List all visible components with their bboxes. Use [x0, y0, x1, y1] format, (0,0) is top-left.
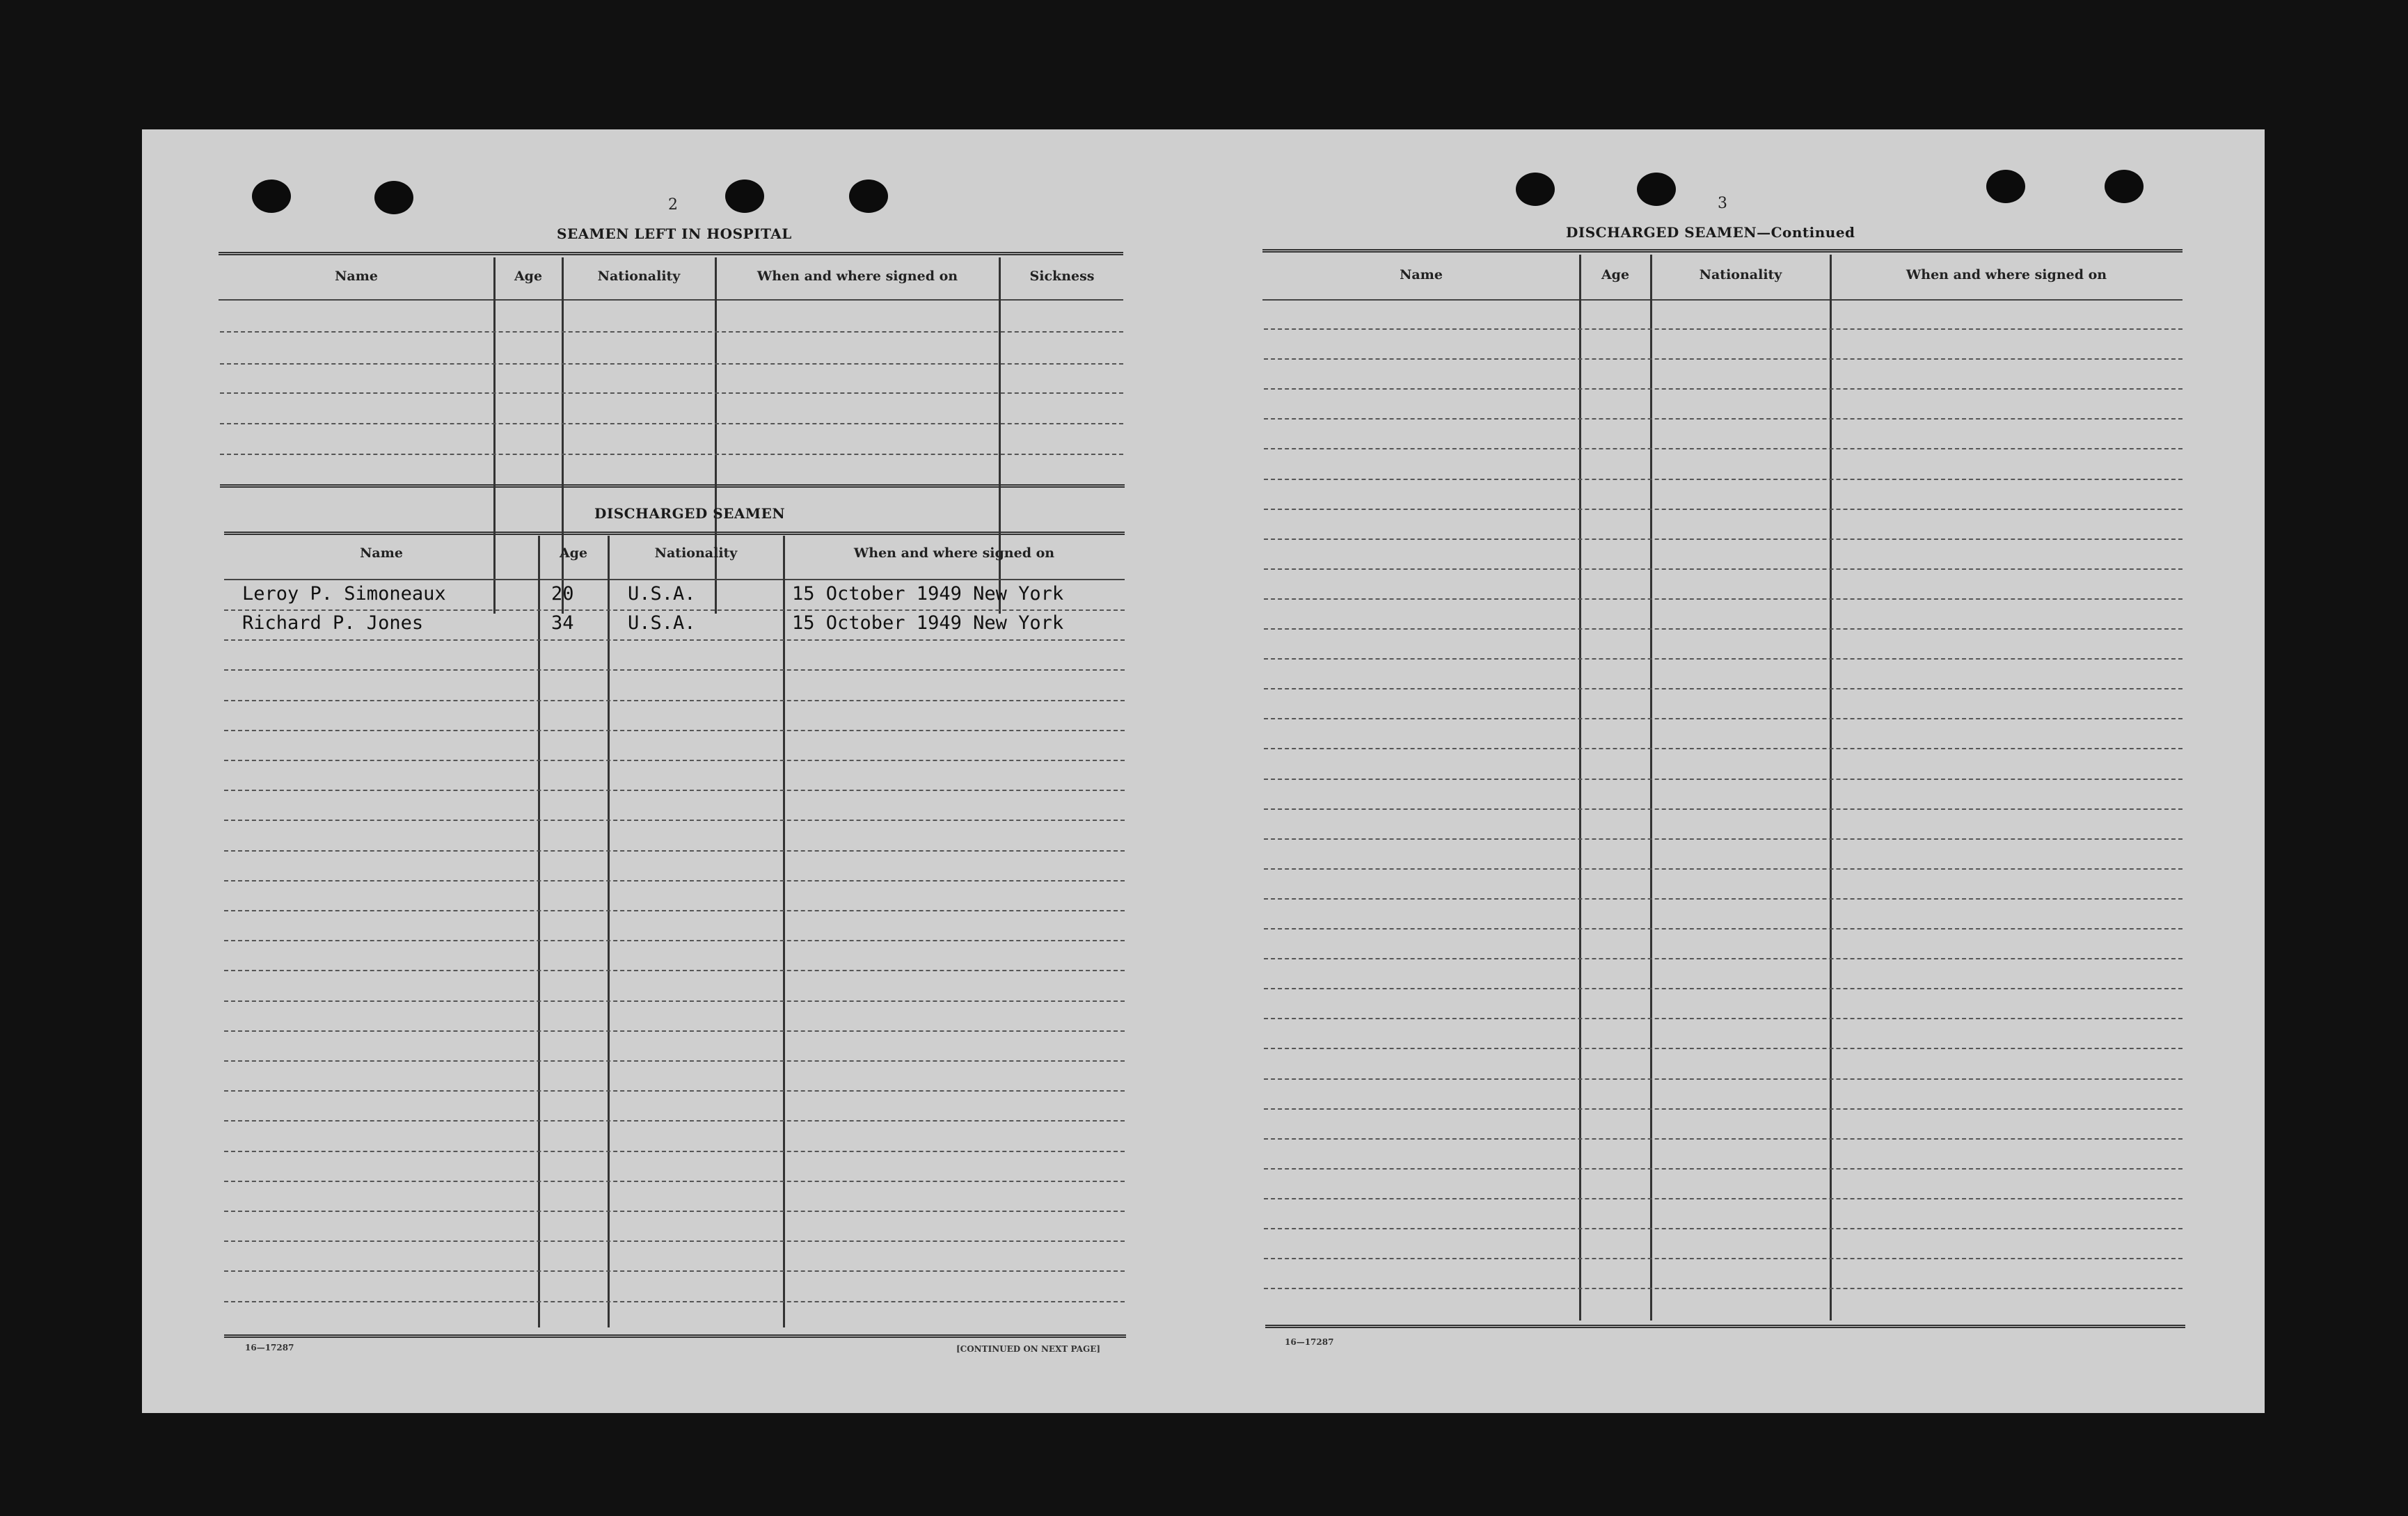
ruled-line: [1264, 1168, 2183, 1170]
ruled-line: [224, 609, 1125, 611]
discharged-row-1-name: Leroy P. Simoneaux: [242, 583, 446, 605]
hospital-header-name: Name: [335, 269, 378, 284]
ruled-line: [224, 1301, 1125, 1302]
discharged-row-2-age: 34: [551, 612, 574, 634]
ruled-line: [224, 1211, 1125, 1212]
ruled-line: [1264, 418, 2183, 420]
ruled-line: [224, 1060, 1125, 1062]
right-form-number: 16—17287: [1285, 1337, 1334, 1347]
discharged-header-nationality: Nationality: [654, 545, 738, 561]
ruled-line: [1264, 779, 2183, 780]
ruled-line: [224, 790, 1125, 791]
hospital-header-sickness: Sickness: [1029, 269, 1095, 284]
discharged-table-bottom-rule: [224, 1334, 1126, 1338]
punch-hole-icon: [1637, 173, 1676, 206]
discharged-col-divider: [608, 536, 610, 1327]
ruled-line: [1264, 509, 2183, 510]
discharged-header-name: Name: [360, 545, 403, 561]
right-header-rule: [1262, 299, 2183, 301]
punch-hole-icon: [374, 181, 413, 214]
hospital-table-bottom-rule: [220, 484, 1125, 488]
discharged-header-signed-on: When and where signed on: [853, 545, 1055, 561]
discharged-row-2-signed-on: 15 October 1949 New York: [792, 612, 1064, 634]
ruled-line: [1264, 1288, 2183, 1289]
ruled-line: [1264, 658, 2183, 660]
ruled-line: [224, 820, 1125, 821]
discharged-col-divider: [538, 536, 540, 1327]
right-header-nationality: Nationality: [1699, 267, 1782, 282]
ruled-line: [1264, 718, 2183, 719]
ruled-line: [1264, 1078, 2183, 1080]
ruled-line: [224, 1120, 1125, 1122]
ruled-line: [224, 639, 1125, 641]
ruled-line: [1264, 1018, 2183, 1019]
ruled-line: [224, 700, 1125, 701]
ruled-line: [1264, 388, 2183, 390]
discharged-table-top-rule: [224, 532, 1125, 535]
ruled-line: [1264, 748, 2183, 749]
ruled-line: [224, 1240, 1125, 1242]
left-page-number: 2: [668, 196, 678, 214]
ruled-line: [1264, 328, 2183, 330]
punch-hole-icon: [725, 179, 764, 213]
ruled-line: [1264, 958, 2183, 959]
ruled-line: [1264, 538, 2183, 540]
ruled-line: [224, 940, 1125, 941]
ruled-line: [1264, 1048, 2183, 1049]
hospital-header-signed-on: When and where signed on: [757, 269, 958, 284]
hospital-row-line: [220, 392, 1123, 394]
ruled-line: [1264, 988, 2183, 989]
ruled-line: [224, 1270, 1125, 1272]
ruled-line: [1264, 898, 2183, 900]
discharged-header-rule: [224, 579, 1125, 580]
document-sheet: [142, 129, 2265, 1413]
right-col-divider: [1830, 255, 1832, 1320]
ruled-line: [1264, 598, 2183, 600]
ruled-line: [224, 1090, 1125, 1092]
ruled-line: [224, 730, 1125, 731]
ruled-line: [1264, 628, 2183, 630]
discharged-row-1-age: 20: [551, 583, 574, 605]
ruled-line: [224, 669, 1125, 671]
hospital-header-rule: [219, 299, 1123, 301]
ruled-line: [1264, 808, 2183, 810]
hospital-row-line: [220, 423, 1123, 424]
discharged-col-divider: [783, 536, 785, 1327]
hospital-row-line: [220, 363, 1123, 365]
ruled-line: [224, 1151, 1125, 1152]
ruled-line: [224, 910, 1125, 911]
right-header-age: Age: [1601, 267, 1630, 282]
right-col-divider: [1650, 255, 1652, 1320]
right-header-name: Name: [1400, 267, 1443, 282]
ruled-line: [224, 880, 1125, 881]
ruled-line: [224, 1181, 1125, 1182]
continued-note: [CONTINUED ON NEXT PAGE]: [956, 1344, 1101, 1354]
ruled-line: [1264, 479, 2183, 480]
ruled-line: [224, 760, 1125, 761]
ruled-line: [1264, 1228, 2183, 1229]
ruled-line: [1264, 1258, 2183, 1259]
right-table-top-rule: [1262, 249, 2183, 253]
ruled-line: [1264, 928, 2183, 929]
left-form-number: 16—17287: [245, 1343, 294, 1353]
punch-hole-icon: [252, 179, 291, 213]
hospital-row-line: [220, 454, 1123, 455]
ruled-line: [1264, 358, 2183, 360]
ruled-line: [1264, 1108, 2183, 1110]
right-table-bottom-rule: [1265, 1325, 2185, 1328]
hospital-section-title: SEAMEN LEFT IN HOSPITAL: [557, 225, 792, 242]
hospital-header-age: Age: [514, 269, 543, 284]
ruled-line: [224, 850, 1125, 852]
discharged-section-title: DISCHARGED SEAMEN: [594, 505, 786, 522]
ruled-line: [1264, 448, 2183, 449]
ruled-line: [1264, 1138, 2183, 1140]
ruled-line: [1264, 568, 2183, 570]
hospital-header-nationality: Nationality: [597, 269, 681, 284]
hospital-table-top-rule: [219, 252, 1123, 255]
hospital-row-line: [220, 331, 1123, 333]
discharged-row-2-nationality: U.S.A.: [628, 612, 696, 634]
ruled-line: [1264, 1198, 2183, 1199]
ruled-line: [1264, 868, 2183, 870]
punch-hole-icon: [1986, 170, 2025, 203]
ruled-line: [224, 1000, 1125, 1002]
ruled-line: [1264, 688, 2183, 689]
right-page-number: 3: [1718, 195, 1727, 212]
discharged-header-age: Age: [559, 545, 588, 561]
right-col-divider: [1579, 255, 1581, 1320]
punch-hole-icon: [849, 179, 888, 213]
discharged-row-1-nationality: U.S.A.: [628, 583, 696, 605]
ruled-line: [1264, 838, 2183, 840]
discharged-row-2-name: Richard P. Jones: [242, 612, 424, 634]
ruled-line: [224, 970, 1125, 971]
punch-hole-icon: [2105, 170, 2144, 203]
punch-hole-icon: [1516, 173, 1555, 206]
ruled-line: [224, 1030, 1125, 1032]
discharged-row-1-signed-on: 15 October 1949 New York: [792, 583, 1064, 605]
right-section-title: DISCHARGED SEAMEN—Continued: [1566, 224, 1855, 241]
right-header-signed-on: When and where signed on: [1906, 267, 2107, 282]
